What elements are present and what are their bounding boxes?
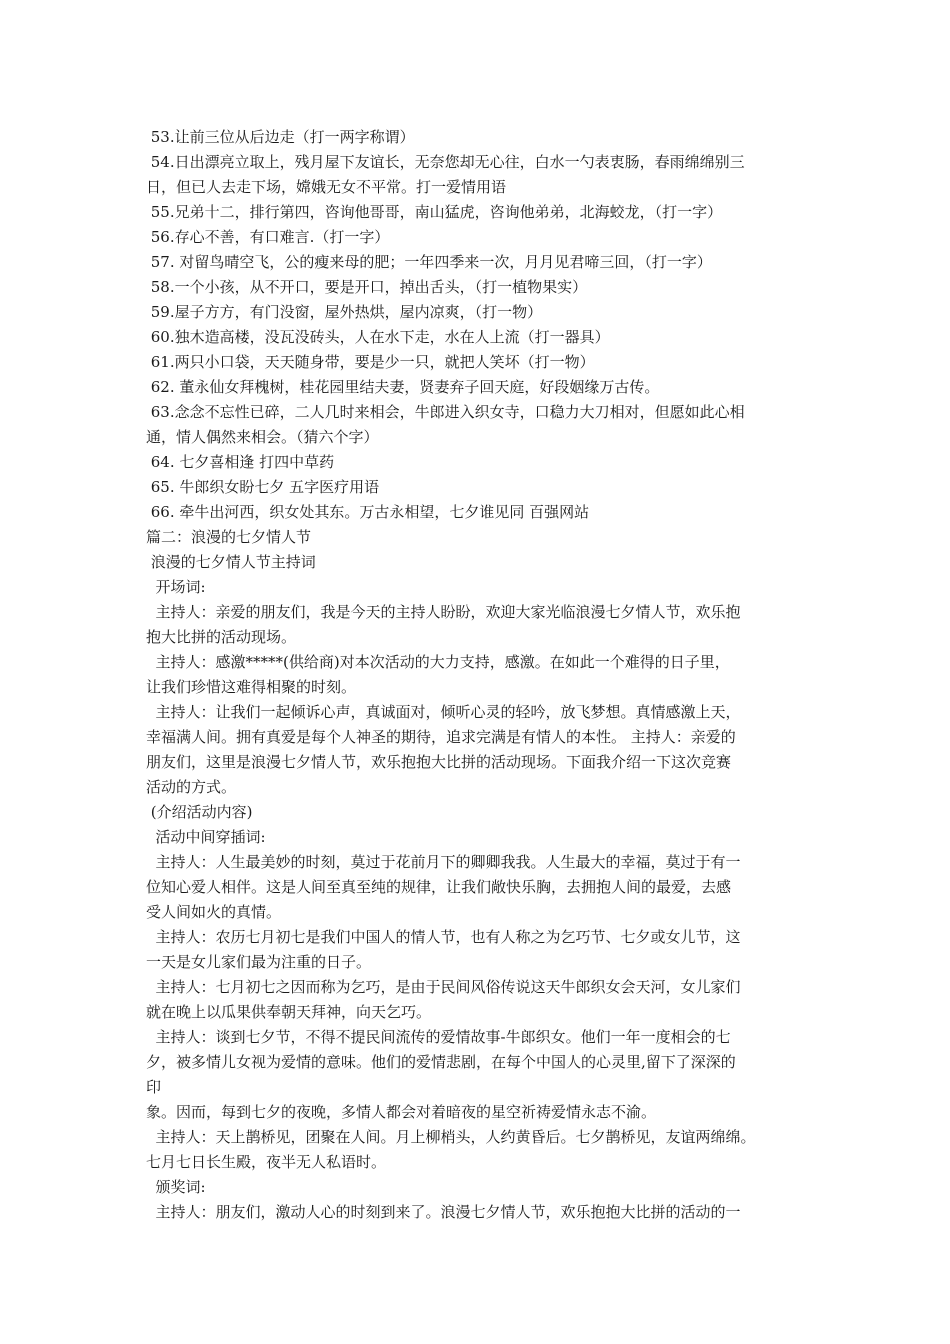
text-line: 65. 牛郎织女盼七夕 五字医疗用语 — [146, 478, 380, 496]
text-line: 颁奖词: — [146, 1178, 206, 1196]
text-line: (介绍活动内容) — [146, 803, 253, 821]
text-line: 主持人：农历七月初七是我们中国人的情人节，也有人称之为乞巧节、七夕或女儿节，这 — [146, 928, 741, 946]
text-line: 活动的方式。 — [146, 778, 237, 796]
text-line: 让我们珍惜这难得相聚的时刻。 — [146, 678, 357, 696]
text-line: 活动中间穿插词: — [146, 828, 266, 846]
text-line: 朋友们，这里是浪漫七夕情人节，欢乐抱抱大比拼的活动现场。下面我介绍一下这次竞赛 — [146, 753, 732, 771]
text-line: 61.两只小口袋，天天随身带，要是少一只，就把人笑坏（打一物） — [146, 353, 595, 371]
text-line: 位知心爱人相伴。这是人间至真至纯的规律，让我们敞快乐胸，去拥抱人间的最爱，去感 — [146, 878, 732, 896]
text-line: 60.独木造高楼，没瓦没砖头，人在水下走，水在人上流（打一器具） — [146, 328, 610, 346]
text-line: 抱大比拼的活动现场。 — [146, 628, 297, 646]
text-line: 主持人：亲爱的朋友们，我是今天的主持人盼盼，欢迎大家光临浪漫七夕情人节，欢乐抱 — [146, 603, 741, 621]
text-line: 主持人：七月初七之因而称为乞巧，是由于民间风俗传说这天牛郎织女会天河，女儿家们 — [146, 978, 741, 996]
text-line: 59.屋子方方，有门没窗，屋外热烘，屋内凉爽，（打一物） — [146, 303, 543, 321]
text-line: 开场词: — [146, 578, 206, 596]
text-line: 66. 牵牛出河西，织女处其东。万古永相望，七夕谁见同 百强网站 — [146, 503, 590, 521]
text-line: 七月七日长生殿，夜半无人私语时。 — [146, 1153, 387, 1171]
text-line: 56.存心不善，有口难言.（打一字） — [146, 228, 390, 246]
text-line: 主持人：让我们一起倾诉心声，真诚面对，倾听心灵的轻吟，放飞梦想。真情感激上天， — [146, 703, 741, 721]
text-line: 就在晚上以瓜果供奉朝天拜神，向天乞巧。 — [146, 1003, 432, 1021]
text-line: 夕，被多情儿女视为爱情的意味。他们的爱情悲剧，在每个中国人的心灵里,留下了深深的 — [146, 1053, 736, 1071]
text-line: 象。因而，每到七夕的夜晚，多情人都会对着暗夜的星空祈祷爱情永志不渝。 — [146, 1103, 657, 1121]
text-line: 篇二：浪漫的七夕情人节 — [146, 528, 312, 546]
text-line: 主持人：谈到七夕节，不得不提民间流传的爱情故事-牛郎织女。他们一年一度相会的七 — [146, 1028, 731, 1046]
text-line: 印 — [146, 1078, 162, 1096]
text-line: 54.日出漂亮立取上，残月屋下友谊长，无奈您却无心往，白水一勺表衷肠，春雨绵绵别三 — [146, 153, 745, 171]
text-line: 63.念念不忘性已碎，二人几时来相会，牛郎进入织女寺，口稳力大刀相对，但愿如此心相 — [146, 403, 745, 421]
text-line: 55.兄弟十二，排行第四，咨询他哥哥，南山猛虎，咨询他弟弟，北海蛟龙，（打一字） — [146, 203, 723, 221]
text-line: 53.让前三位从后边走（打一两字称谓） — [146, 128, 415, 146]
text-line: 日，但已人去走下场，嫦娥无女不平常。打一爱情用语 — [146, 178, 507, 196]
text-line: 主持人：天上鹊桥见，团聚在人间。月上柳梢头，人约黄昏后。七夕鹊桥见，友谊两绵绵。 — [146, 1128, 756, 1146]
text-line: 浪漫的七夕情人节主持词 — [146, 553, 316, 571]
text-line: 受人间如火的真情。 — [146, 903, 282, 921]
document-body — [146, 125, 814, 1225]
text-line: 主持人：人生最美妙的时刻，莫过于花前月下的卿卿我我。人生最大的幸福，莫过于有一 — [146, 853, 741, 871]
text-line: 幸福满人间。拥有真爱是每个人神圣的期待，追求完满是有情人的本性。 主持人：亲爱的 — [146, 728, 736, 746]
text-line: 主持人：朋友们，激动人心的时刻到来了。浪漫七夕情人节，欢乐抱抱大比拼的活动的一 — [146, 1203, 741, 1221]
text-line: 主持人：感激*****(供给商)对本次活动的大力支持，感激。在如此一个难得的日子里， — [146, 653, 730, 671]
text-line: 通，情人偶然来相会。（猜六个字） — [146, 428, 379, 446]
text-line: 58.一个小孩，从不开口，要是开口，掉出舌头，（打一植物果实） — [146, 278, 588, 296]
text-line: 一天是女儿家们最为注重的日子。 — [146, 953, 372, 971]
text-line: 62. 董永仙女拜槐树，桂花园里结夫妻，贤妻弃子回天庭，好段姻缘万古传。 — [146, 378, 660, 396]
text-line: 57. 对留鸟晴空飞，公的瘦来母的肥；一年四季来一次，月月见君啼三回，（打一字） — [146, 253, 712, 271]
text-line: 64. 七夕喜相逢 打四中草药 — [146, 453, 335, 471]
